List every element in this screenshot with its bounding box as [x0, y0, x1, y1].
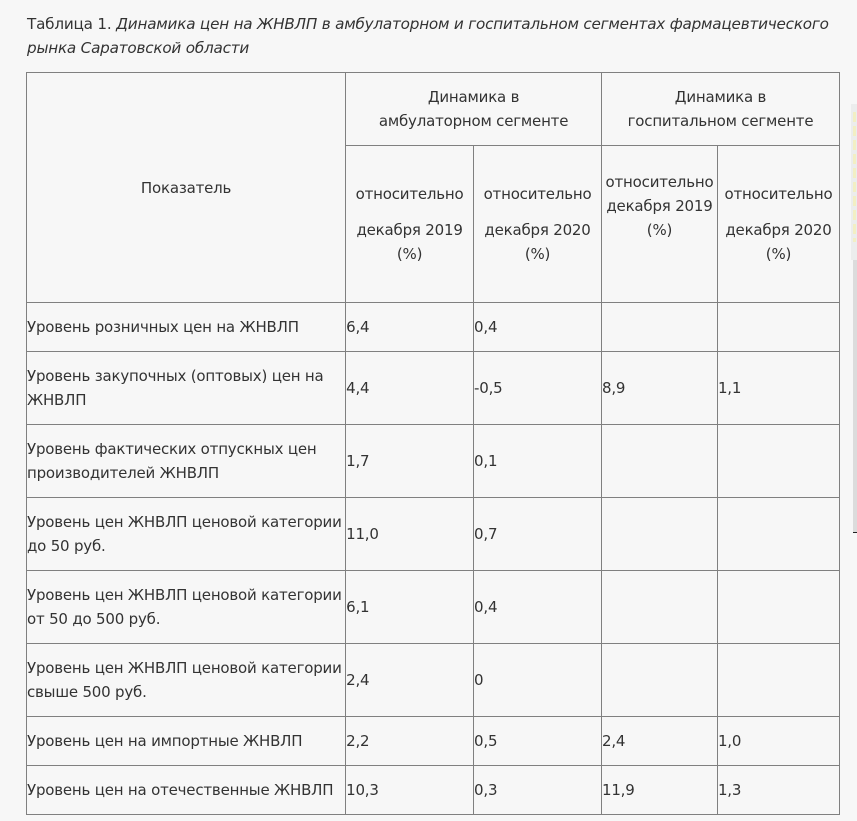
cell-hosp-2020: 1,0 [717, 717, 839, 766]
table-title: Динамика цен на ЖНВЛП в амбулаторном и госпитальном сегментах фармацевтического рынка Саратовской области [27, 15, 829, 57]
cell-amb-2020: 0,3 [474, 766, 602, 815]
table-row [27, 717, 840, 766]
cell-hosp-2020: 1,1 [717, 352, 839, 425]
table-row [27, 425, 840, 498]
table-row [27, 498, 840, 571]
cell-hosp-2019: 8,9 [602, 352, 718, 425]
cell-amb-2019: 10,3 [346, 766, 474, 815]
cell-amb-2019: 2,4 [346, 644, 474, 717]
cell-amb-2020: -0,5 [474, 352, 602, 425]
cell-amb-2019: 11,0 [346, 498, 474, 571]
cell-amb-2019: 2,2 [346, 717, 474, 766]
row-label: Уровень цен ЖНВЛП ценовой категории свыше 500 руб. [27, 644, 346, 717]
table-row [27, 303, 840, 352]
cell-hosp-2019 [602, 303, 718, 352]
cell-amb-2019: 6,1 [346, 571, 474, 644]
cell-amb-2020: 0,7 [474, 498, 602, 571]
table-caption [27, 12, 842, 60]
cell-hosp-2019 [602, 571, 718, 644]
header-indicator: Показатель [27, 73, 346, 303]
cell-hosp-2020 [717, 498, 839, 571]
cell-hosp-2020 [717, 644, 839, 717]
header-line2: декабря 2020 (%) [484, 221, 591, 263]
cell-hosp-2019: 2,4 [602, 717, 718, 766]
header-line1: относительно [724, 185, 833, 203]
header-line1: относительно [605, 173, 714, 191]
table-row [27, 644, 840, 717]
cell-hosp-2019: 11,9 [602, 766, 718, 815]
cell-hosp-2020: 1,3 [717, 766, 839, 815]
cell-amb-2019: 1,7 [346, 425, 474, 498]
header-ambulatory-segment [346, 73, 602, 146]
table-number: Таблица 1. [27, 15, 117, 33]
row-label: Уровень фактических отпускных цен производителей ЖНВЛП [27, 425, 346, 498]
header-hosp-vs-dec-2020 [717, 146, 839, 303]
table-row [27, 352, 840, 425]
cell-amb-2019: 4,4 [346, 352, 474, 425]
header-ambulatory-label: Динамика в амбулаторном сегменте [378, 88, 569, 130]
cell-amb-2020: 0,5 [474, 717, 602, 766]
header-line1: относительно [355, 185, 464, 203]
price-dynamics-table [26, 72, 840, 815]
row-label: Уровень цен ЖНВЛП ценовой категории до 50 руб. [27, 498, 346, 571]
header-amb-vs-dec-2019 [346, 146, 474, 303]
side-panel-decoration [853, 112, 856, 242]
header-hosp-vs-dec-2019 [602, 146, 718, 303]
table-row [27, 766, 840, 815]
cell-amb-2020: 0,4 [474, 571, 602, 644]
cell-hosp-2020 [717, 571, 839, 644]
cell-amb-2019: 6,4 [346, 303, 474, 352]
cell-hosp-2020 [717, 425, 839, 498]
row-label: Уровень розничных цен на ЖНВЛП [27, 303, 346, 352]
cell-hosp-2019 [602, 498, 718, 571]
side-panel-edge [851, 104, 857, 260]
header-hospital-label: Динамика в госпитальном сегменте [627, 88, 814, 130]
row-label: Уровень закупочных (оптовых) цен на ЖНВЛП [27, 352, 346, 425]
cell-hosp-2020 [717, 303, 839, 352]
cell-amb-2020: 0 [474, 644, 602, 717]
header-line2: декабря 2020 (%) [725, 221, 832, 263]
row-label: Уровень цен на импортные ЖНВЛП [27, 717, 346, 766]
table-row [27, 571, 840, 644]
header-row-groups [27, 73, 840, 146]
cell-hosp-2019 [602, 425, 718, 498]
header-line2: декабря 2019 (%) [606, 197, 713, 239]
side-scroll-strip[interactable] [853, 260, 857, 533]
cell-amb-2020: 0,4 [474, 303, 602, 352]
row-label: Уровень цен ЖНВЛП ценовой категории от 50 до 500 руб. [27, 571, 346, 644]
cell-amb-2020: 0,1 [474, 425, 602, 498]
row-label: Уровень цен на отечественные ЖНВЛП [27, 766, 346, 815]
header-line2: декабря 2019 (%) [356, 221, 463, 263]
header-line1: относительно [483, 185, 592, 203]
cell-hosp-2019 [602, 644, 718, 717]
header-amb-vs-dec-2020 [474, 146, 602, 303]
header-hospital-segment [602, 73, 840, 146]
